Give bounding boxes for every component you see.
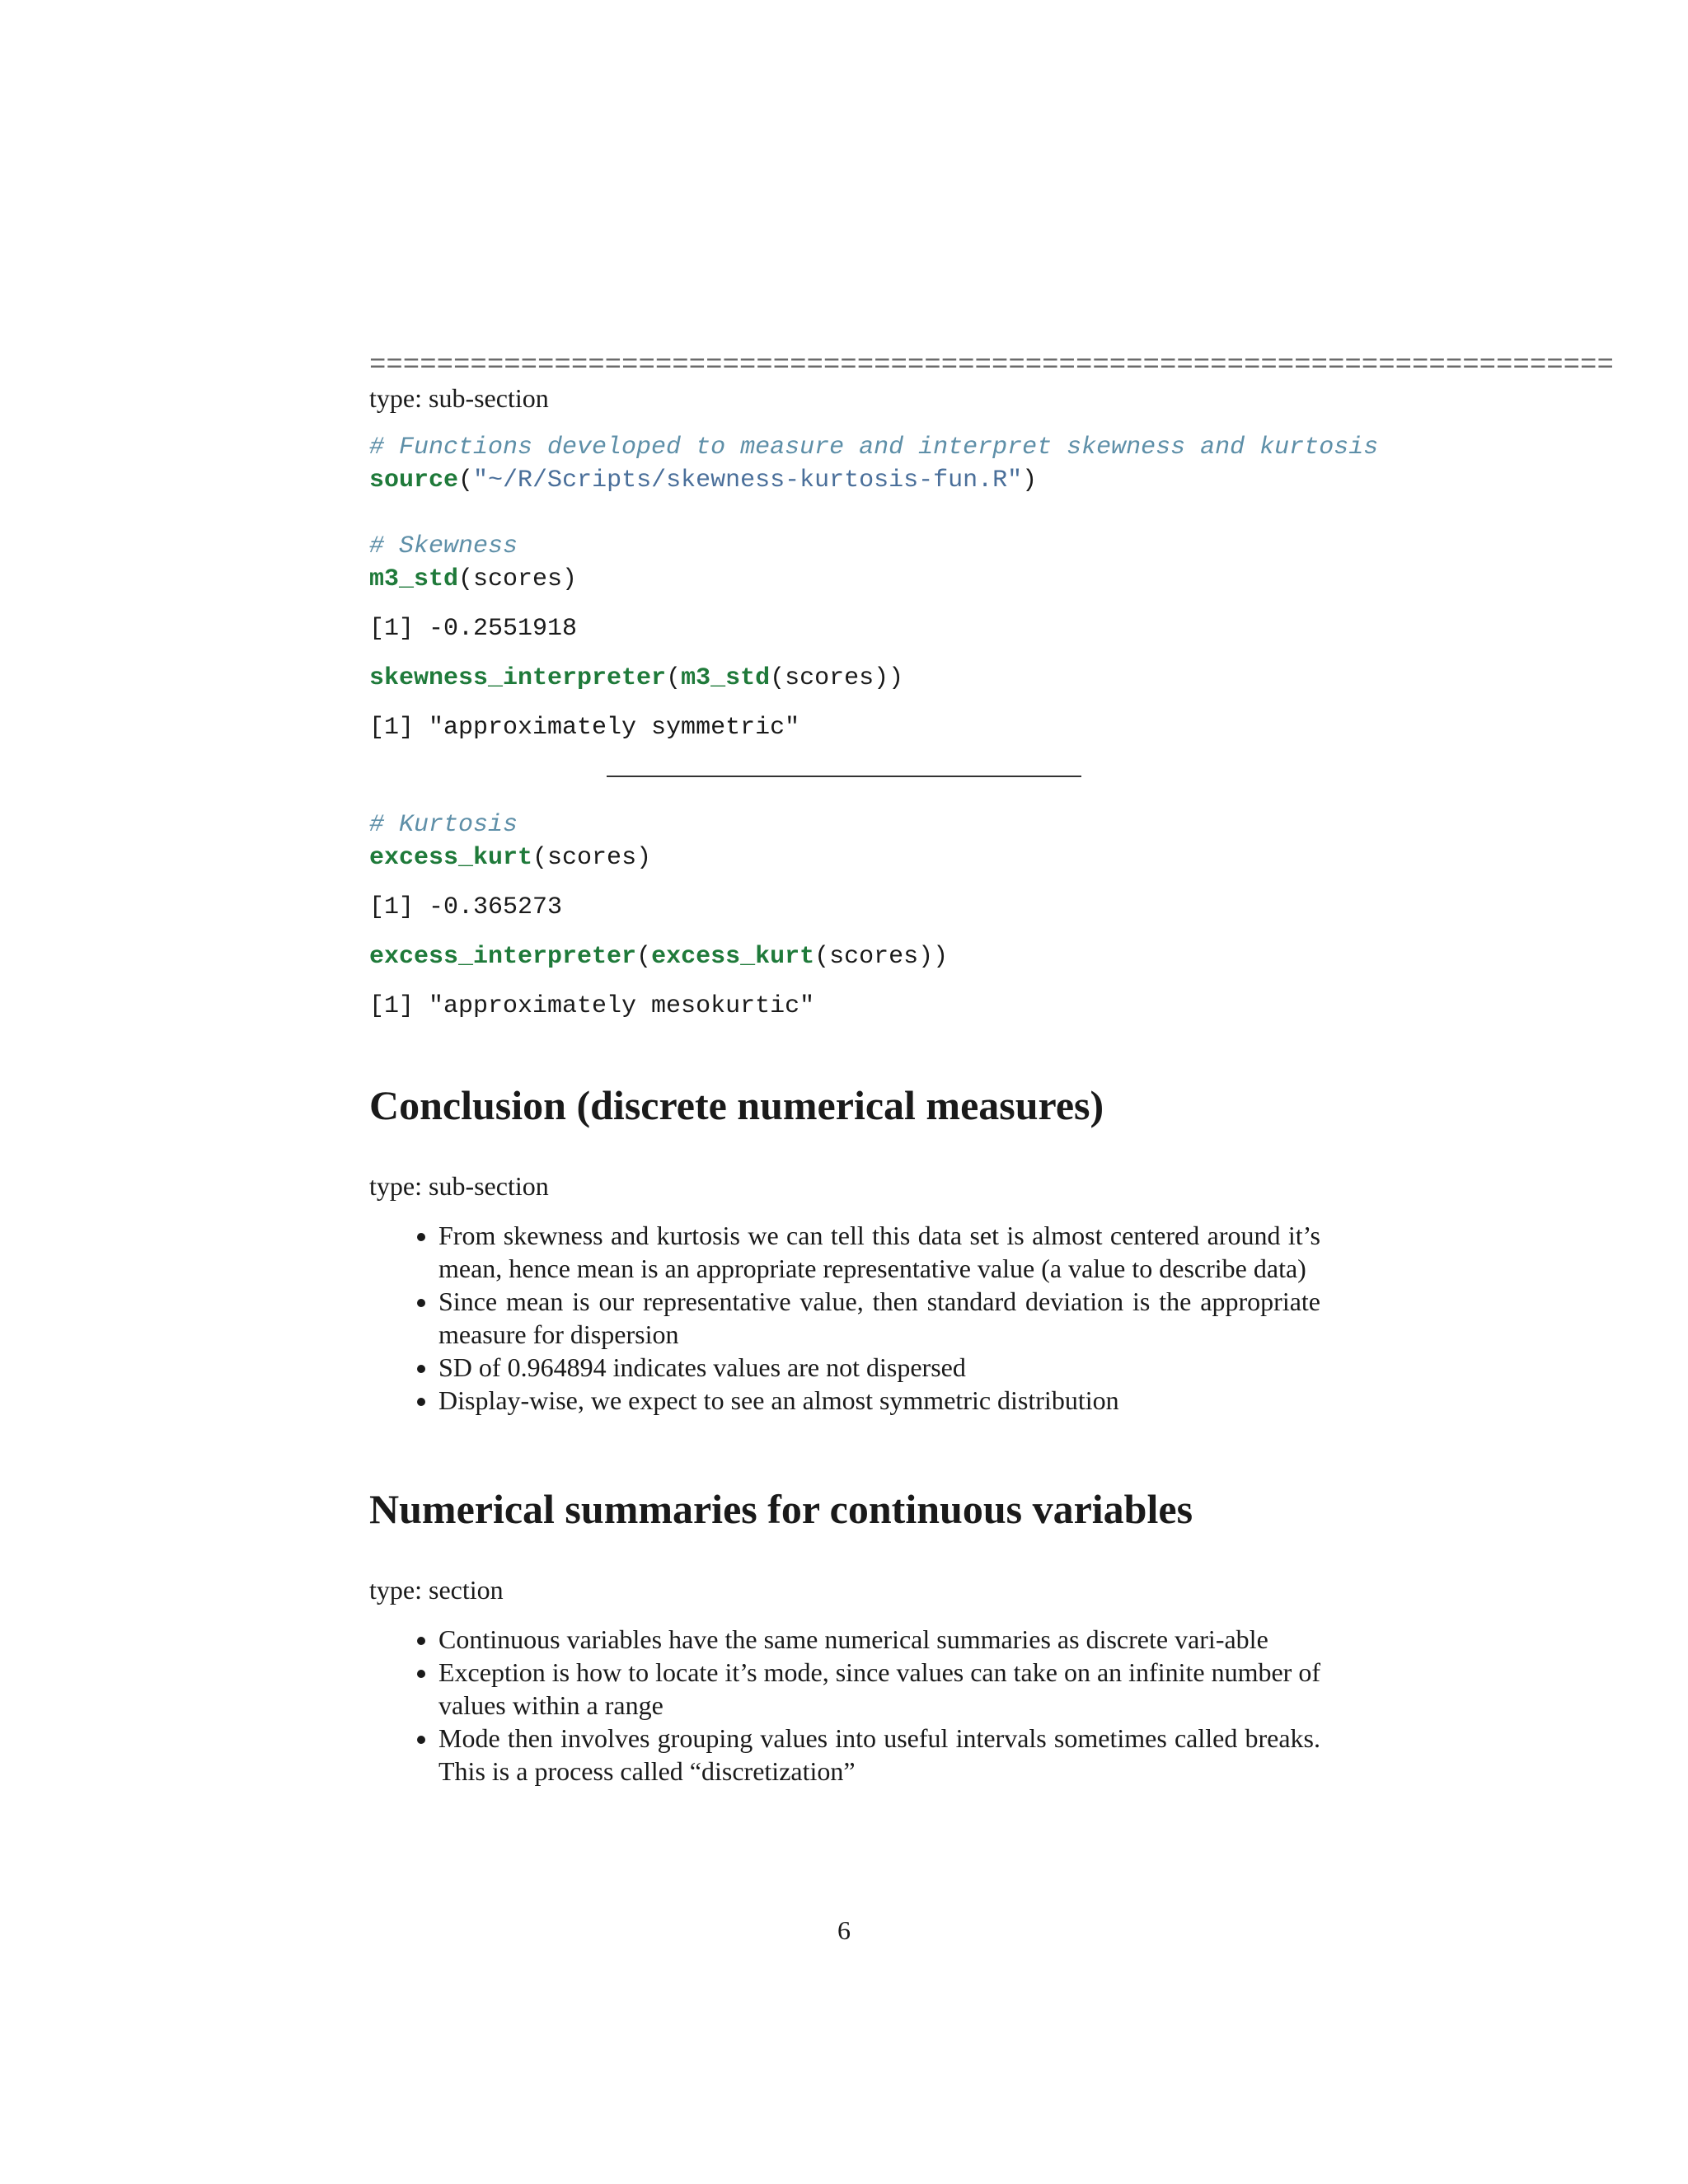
- list-item: • Since mean is our representative value, then standard deviation is the appropriate measure for dispersion: [438, 1285, 1320, 1351]
- string-literal: "~/R/Scripts/skewness-kurtosis-fun.R": [473, 466, 1023, 494]
- section-heading: Numerical summaries for continuous variables: [369, 1486, 1193, 1532]
- paren: (: [666, 664, 682, 692]
- function-name: m3_std: [681, 664, 771, 692]
- paren: (: [636, 943, 652, 971]
- code-line: [369, 841, 1320, 874]
- list-item: • Continuous variables have the same numerical summaries as discrete vari-able: [438, 1623, 1320, 1656]
- list-item: • From skewness and kurtosis we can tell this data set is almost centered around it’s mean, hence mean is an appropriate representative value (a value to describe data): [438, 1219, 1320, 1285]
- code-output: [1] "approximately symmetric": [369, 714, 800, 742]
- code-comment: # Functions developed to measure and interpret skewness and kurtosis: [369, 434, 1379, 462]
- code-block-kurtosis: [369, 808, 1320, 874]
- code-line: [369, 662, 1320, 695]
- code-args: (scores): [458, 565, 578, 593]
- code-block-source: [369, 431, 1379, 596]
- page-number: 6: [837, 1915, 851, 1945]
- paren: (: [458, 466, 474, 494]
- section-heading: Conclusion (discrete numerical measures): [369, 1082, 1104, 1128]
- code-args: (scores): [532, 844, 652, 872]
- list-item: • Display-wise, we expect to see an almost symmetric distribution: [438, 1384, 1320, 1417]
- code-line: [369, 464, 1320, 497]
- function-name: source: [369, 466, 459, 494]
- code-line: [369, 563, 1320, 596]
- code-comment: # Kurtosis: [369, 811, 518, 839]
- code-comment: # Skewness: [369, 532, 518, 560]
- function-name: excess_interpreter: [369, 943, 637, 971]
- function-name: skewness_interpreter: [369, 664, 667, 692]
- list-item: • Exception is how to locate it’s mode, since values can take on an infinite number of values within a range: [438, 1656, 1320, 1722]
- bullet-list: [369, 1623, 1320, 1788]
- list-item: • Mode then involves grouping values into useful intervals sometimes called breaks. This is a process called “discretization”: [438, 1722, 1320, 1788]
- horizontal-rule: [607, 776, 1081, 777]
- bullet-list: [369, 1219, 1320, 1417]
- code-output: [1] "approximately mesokurtic": [369, 992, 815, 1020]
- type-label: type: sub-section: [369, 383, 549, 413]
- horizontal-rule-wrap: [369, 776, 1320, 777]
- code-output: [1] -0.2551918: [369, 615, 578, 643]
- code-args: (scores)): [814, 943, 949, 971]
- function-name: excess_kurt: [651, 943, 815, 971]
- separator-line: ==========================================================================: [369, 350, 1614, 382]
- code-output: [1] -0.365273: [369, 893, 563, 921]
- code-line: [369, 940, 1320, 973]
- type-label: type: sub-section: [369, 1171, 549, 1201]
- function-name: m3_std: [369, 565, 459, 593]
- page-content: [369, 350, 1614, 1788]
- list-item: • SD of 0.964894 indicates values are not dispersed: [438, 1351, 1320, 1384]
- blank-line: [369, 497, 1320, 530]
- code-args: (scores)): [770, 664, 904, 692]
- function-name: excess_kurt: [369, 844, 533, 872]
- type-label: type: section: [369, 1575, 504, 1605]
- paren: ): [1022, 466, 1038, 494]
